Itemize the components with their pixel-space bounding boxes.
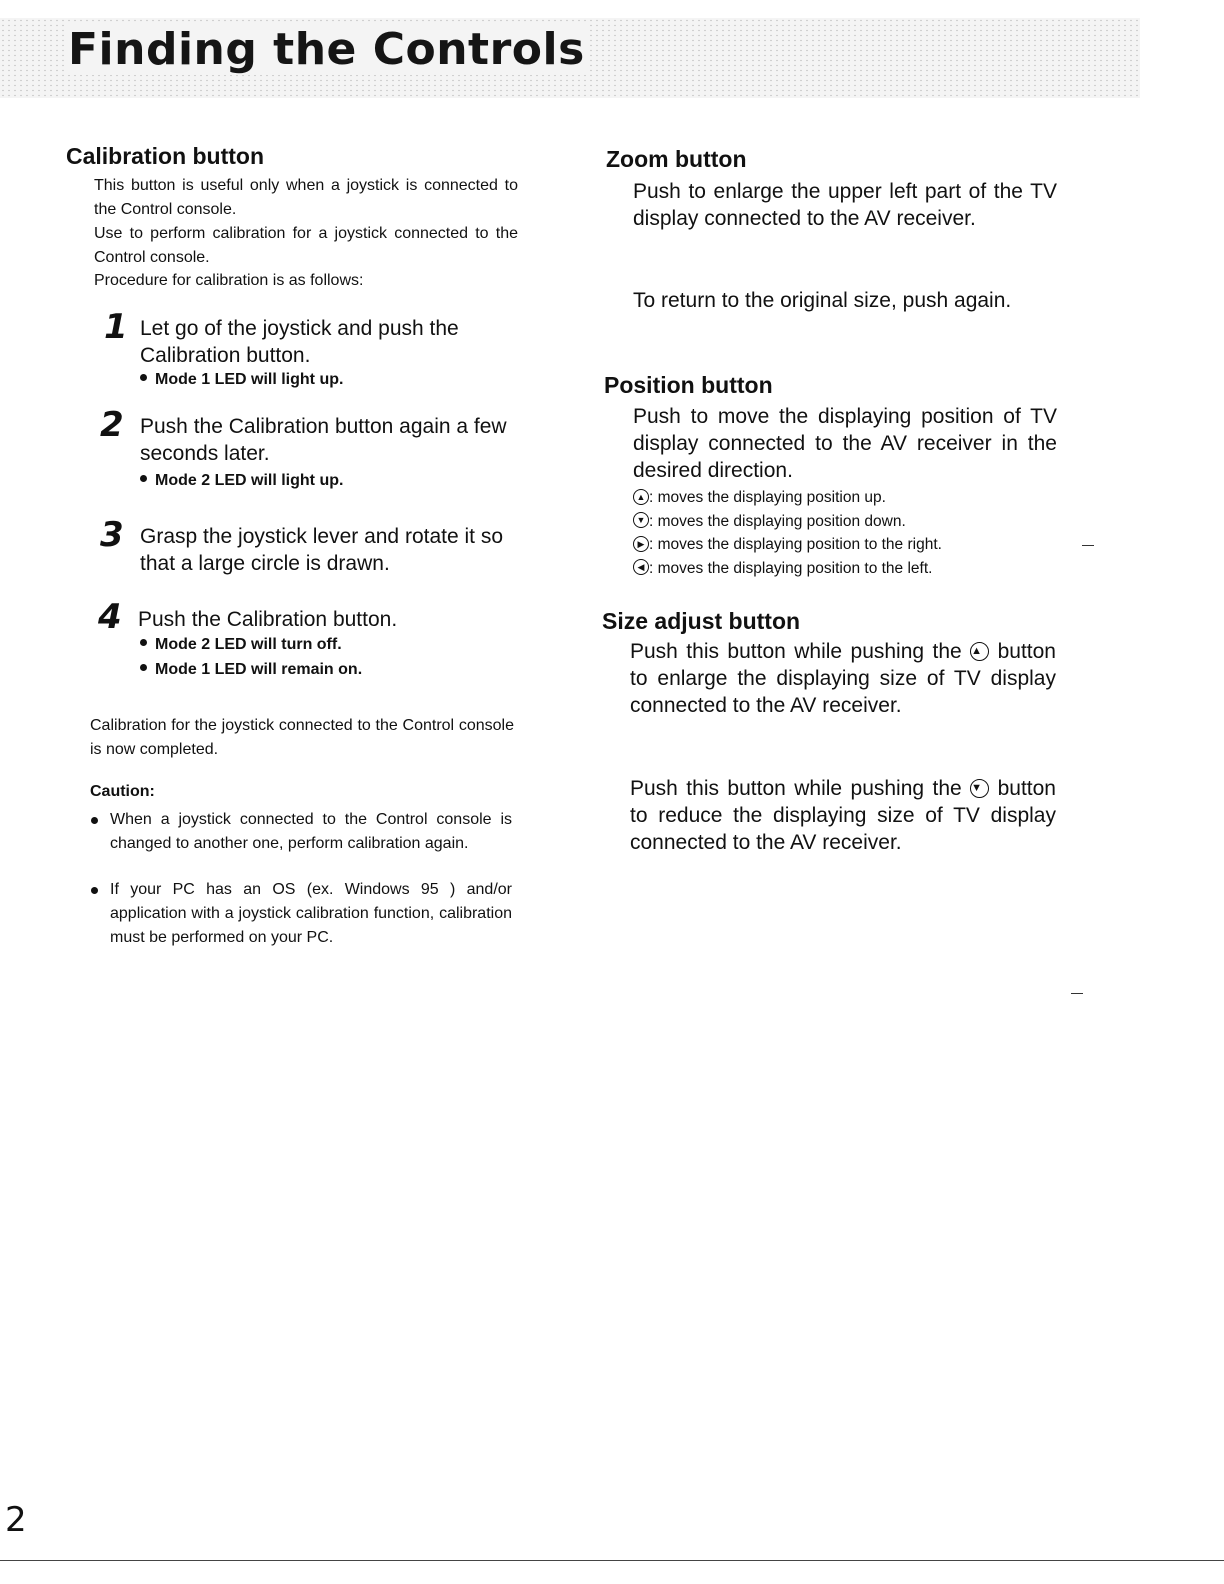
bottom-rule	[0, 1560, 1224, 1561]
position-direction-list	[633, 486, 942, 580]
right-arrow-icon: ▶	[633, 536, 649, 552]
left-arrow-icon: ◀	[633, 559, 649, 575]
bullet-icon	[140, 639, 147, 646]
caution-item-1: When a joystick connected to the Control console is changed to another one, perform calibration again.	[88, 808, 512, 856]
step-3-text: Grasp the joystick lever and rotate it so that a large circle is drawn.	[140, 525, 503, 575]
step-1-text: Let go of the joystick and push the Calibration button.	[140, 317, 459, 367]
step-1-note: Mode 1 LED will light up.	[140, 368, 343, 392]
page-title: Finding the Controls	[64, 24, 589, 75]
position-paragraph: Push to move the displaying position of TV display connected to the AV receiver in the desired direction.	[633, 405, 1057, 482]
bullet-icon	[140, 475, 147, 482]
size-adjust-paragraph-2: Push this button while pushing the ▼ button to reduce the displaying size of TV display connected to the AV receiver.	[630, 777, 1056, 854]
step-2-text: Push the Calibration button again a few seconds later.	[140, 415, 507, 465]
bullet-icon	[91, 817, 98, 824]
zoom-heading: Zoom button	[606, 146, 747, 172]
caution-item-2: If your PC has an OS (ex. Windows 95 ) and/or application with a joystick calibration function, calibration must be performed on your PC.	[88, 878, 512, 950]
bullet-icon	[140, 374, 147, 381]
calibration-intro-3: Procedure for calibration is as follows:	[94, 272, 364, 289]
down-arrow-icon: ▼	[970, 779, 989, 798]
calibration-completion: Calibration for the joystick connected to the Control console is now completed.	[90, 717, 514, 758]
step-4-number: 4	[98, 597, 122, 637]
size-adjust-heading: Size adjust button	[602, 608, 801, 634]
size-adjust-paragraph-1: Push this button while pushing the ▲ button to enlarge the displaying size of TV display connected to the AV receiver.	[630, 640, 1056, 717]
margin-mark	[1071, 993, 1083, 994]
step-3-number: 3	[100, 515, 124, 555]
calibration-heading: Calibration button	[66, 143, 265, 169]
direction-up: ▲ : moves the displaying position up.	[633, 486, 942, 510]
step-1-number: 1	[104, 307, 128, 347]
direction-down: ▼ : moves the displaying position down.	[633, 510, 942, 534]
step-4-note-1: Mode 2 LED will turn off.	[140, 633, 342, 657]
step-4-note-2: Mode 1 LED will remain on.	[140, 658, 362, 682]
calibration-intro-1: This button is useful only when a joystick is connected to the Control console.	[94, 177, 518, 218]
bullet-icon	[140, 664, 147, 671]
caution-title: Caution:	[90, 783, 155, 800]
bullet-icon	[91, 887, 98, 894]
direction-left: ◀ : moves the displaying position to the left.	[633, 557, 942, 581]
up-arrow-icon: ▲	[970, 642, 989, 661]
direction-right: ▶ : moves the displaying position to the right.	[633, 533, 942, 557]
zoom-paragraph-2: To return to the original size, push again.	[633, 289, 1012, 312]
margin-mark	[1082, 545, 1094, 546]
down-arrow-icon: ▼	[633, 512, 649, 528]
step-2-number: 2	[100, 405, 124, 445]
position-heading: Position button	[604, 372, 773, 398]
calibration-intro-2: Use to perform calibration for a joystick connected to the Control console.	[94, 225, 518, 266]
up-arrow-icon: ▲	[633, 489, 649, 505]
zoom-paragraph-1: Push to enlarge the upper left part of the TV display connected to the AV receiver.	[633, 180, 1057, 230]
step-2-note: Mode 2 LED will light up.	[140, 469, 343, 493]
step-4-text: Push the Calibration button.	[138, 608, 398, 631]
page-number: 2	[5, 1500, 27, 1540]
